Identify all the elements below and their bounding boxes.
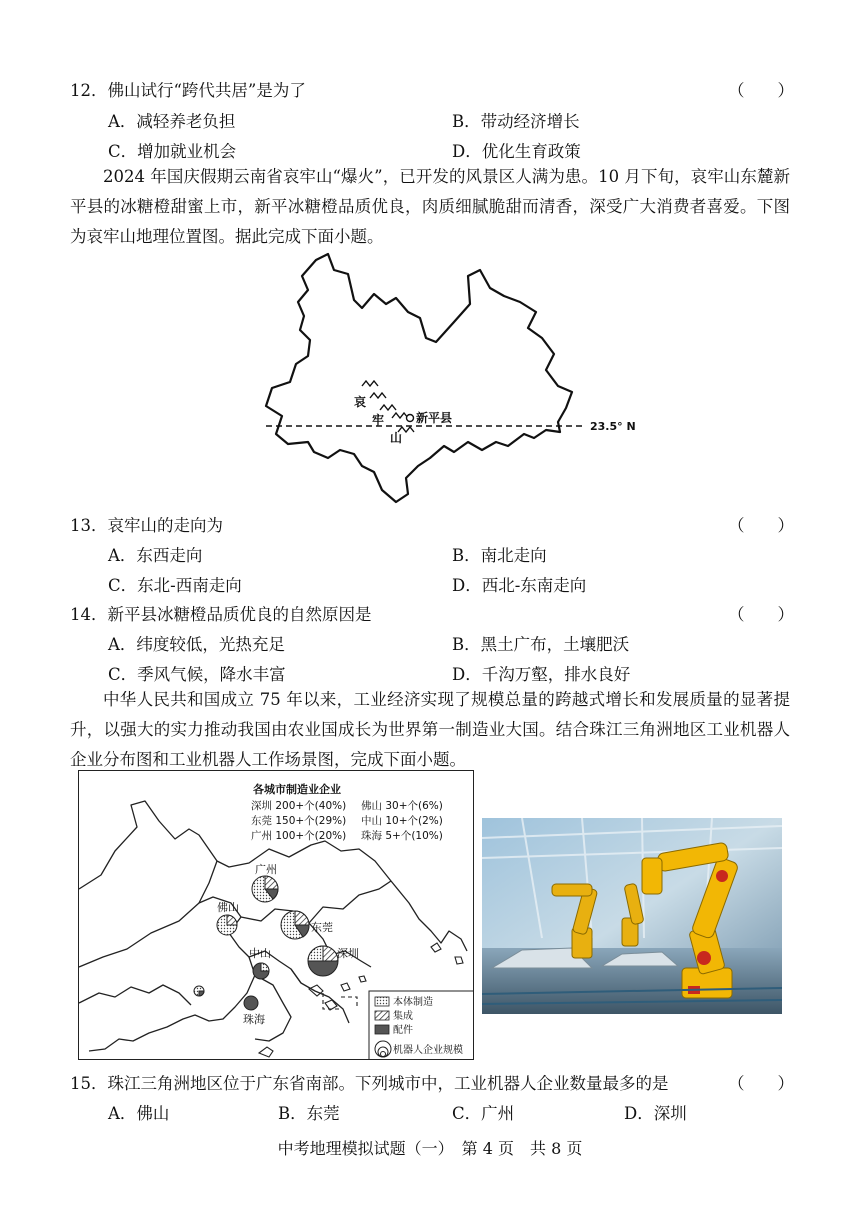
zhuhai-pie xyxy=(244,996,258,1010)
city-label-guangzhou: 广州 xyxy=(255,863,277,876)
pearl-river-delta-robot-map xyxy=(78,770,474,1060)
city-label-foshan: 佛山 xyxy=(217,901,239,914)
ailao-label-char-1: 哀 xyxy=(354,395,367,409)
question-12-option-d: D．优化生育政策 xyxy=(452,142,581,161)
shenzhen-pie xyxy=(308,946,338,976)
map-legend xyxy=(369,991,474,1060)
industrial-robot-photo xyxy=(482,818,782,1014)
question-15-option-a: A．佛山 xyxy=(108,1104,170,1123)
question-13-answer-blank: （ ） xyxy=(728,516,794,535)
xinping-county-marker xyxy=(407,415,414,422)
city-label-zhongshan: 中山 xyxy=(249,947,271,960)
enterprise-table-cell: 中山 10+个(2%) xyxy=(361,815,443,827)
xinping-county-label: 新平县 xyxy=(416,411,453,425)
enterprise-table-cell: 佛山 30+个(6%) xyxy=(361,800,443,812)
question-13-option-b: B．南北走向 xyxy=(452,546,547,565)
enterprise-table-cell: 深圳 200+个(40%) xyxy=(251,800,347,812)
question-14-stem: 14．新平县冰糖橙品质优良的自然原因是 xyxy=(70,605,372,624)
question-15-stem: 15．珠江三角洲地区位于广东省南部。下列城市中，工业机器人企业数量最多的是 xyxy=(70,1074,669,1093)
question-12-option-a: A．减轻养老负担 xyxy=(108,112,236,131)
yunnan-province-outline xyxy=(266,254,572,502)
zhongshan-pie xyxy=(253,963,269,979)
robot-intro-paragraph: 中华人民共和国成立 75 年以来，工业经济实现了规模总量的跨越式增长和发展质量的显著提升，以强大的实力推动我国由农业国成长为世界第一制造业大国。结合珠江三角洲地区工业机器人企业分布图和工业机器人工作场景图，完成下面小题。 xyxy=(70,690,790,769)
question-13-stem: 13．哀牢山的走向为 xyxy=(70,516,223,535)
guangzhou-pie xyxy=(252,876,278,902)
ailao-mountain-location-map xyxy=(258,246,642,508)
enterprise-table-title: 各城市制造业企业 xyxy=(253,783,341,796)
ailao-mountain-symbols xyxy=(362,381,414,432)
enterprise-table-cell: 珠海 5+个(10%) xyxy=(361,830,443,842)
legend-body-manufacturing: 本体制造 xyxy=(393,997,433,1008)
question-15-option-b: B．东莞 xyxy=(278,1104,340,1123)
legend-enterprise-scale: 机器人企业规模 xyxy=(393,1045,463,1056)
legend-integration: 集成 xyxy=(393,1011,413,1022)
ailao-label-char-3: 山 xyxy=(390,431,403,445)
question-15-answer-blank: （ ） xyxy=(728,1074,794,1093)
foshan-pie xyxy=(217,915,237,935)
question-14-option-d: D．千沟万壑，排水良好 xyxy=(452,665,631,684)
page-footer: 中考地理模拟试题（一） 第 4 页 共 8 页 xyxy=(277,1139,583,1158)
question-13-option-c: C．东北-西南走向 xyxy=(108,576,242,595)
question-14-option-b: B．黑土广布，土壤肥沃 xyxy=(452,635,630,654)
question-13-option-a: A．东西走向 xyxy=(108,546,203,565)
question-14-answer-blank: （ ） xyxy=(728,605,794,624)
question-12-option-b: B．带动经济增长 xyxy=(452,112,580,131)
ailao-label-char-2: 牢 xyxy=(372,413,385,427)
city-label-shenzhen: 深圳 xyxy=(337,947,359,960)
question-12-answer-blank: （ ） xyxy=(728,81,794,100)
legend-parts: 配件 xyxy=(393,1025,413,1036)
city-label-zhuhai: 珠海 xyxy=(243,1013,265,1026)
city-label-dongguan: 东莞 xyxy=(311,921,333,934)
dongguan-pie xyxy=(281,911,309,939)
latitude-label: 23.5° N xyxy=(590,420,636,433)
question-14-option-a: A．纬度较低，光热充足 xyxy=(108,635,285,654)
question-13-option-d: D．西北-东南走向 xyxy=(452,576,587,595)
question-15-option-c: C．广州 xyxy=(452,1104,515,1123)
question-15-option-d: D．深圳 xyxy=(624,1104,687,1123)
ailao-intro-paragraph: 2024 年国庆假期云南省哀牢山“爆火”，已开发的风景区人满为患。10 月下旬，哀牢山东麓新平县的冰糖橙甜蜜上市，新平冰糖橙品质优良，肉质细腻脆甜而清香，深受广大消费者喜爱。下图为哀牢山地理位置图。据此完成下面小题。 xyxy=(70,167,790,246)
question-12-option-c: C．增加就业机会 xyxy=(108,142,237,161)
question-14-option-c: C．季风气候，降水丰富 xyxy=(108,665,286,684)
enterprise-table-cell: 广州 100+个(20%) xyxy=(251,830,347,842)
question-12-stem: 12．佛山试行“跨代共居”是为了 xyxy=(70,81,306,100)
enterprise-table-cell: 东莞 150+个(29%) xyxy=(251,815,347,827)
jiangmen-pie xyxy=(194,986,204,996)
